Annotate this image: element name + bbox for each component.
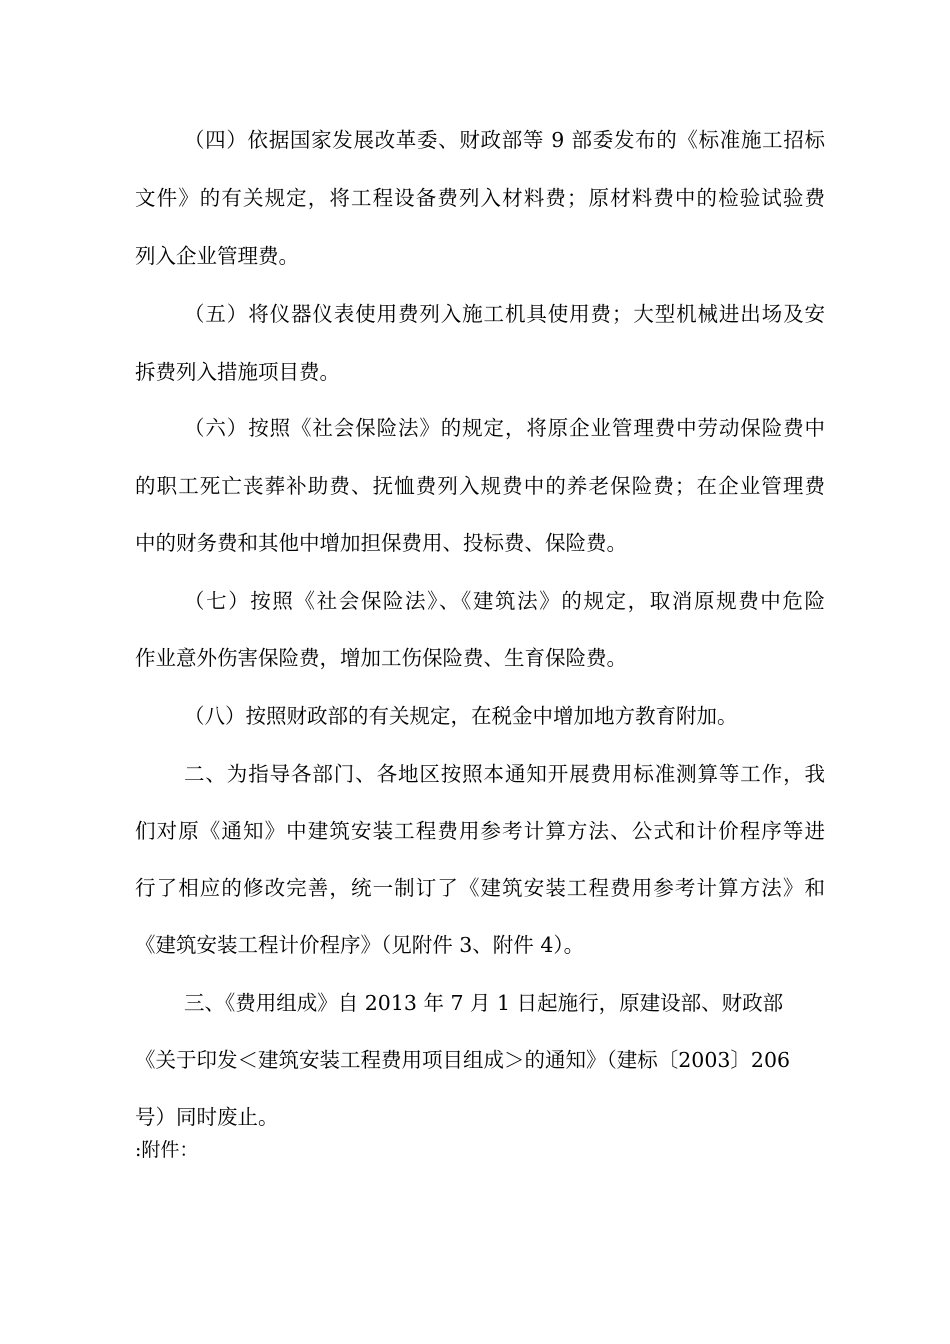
text-line: 二、为指导各部门、各地区按照本通知开展费用标准测算等工作，我	[184, 762, 825, 786]
attachment-label: :附件：	[135, 1139, 199, 1161]
text-line: 列入企业管理费。	[135, 244, 299, 268]
text-line: 《关于印发＜建筑安装工程费用项目组成＞的通知》（建标〔2003〕206	[135, 1048, 791, 1072]
text-line: 文件》的有关规定，将工程设备费列入材料费；原材料费中的检验试验费	[135, 186, 825, 210]
text-line: （四）依据国家发展改革委、财政部等 9 部委发布的《标准施工招标	[184, 128, 825, 152]
text-line: 《建筑安装工程计价程序》（见附件 3、附件 4）。	[135, 933, 585, 957]
text-line: 三、《费用组成》自 2013 年 7 月 1 日起施行，原建设部、财政部	[184, 991, 784, 1015]
text-line: （八）按照财政部的有关规定，在税金中增加地方教育附加。	[184, 704, 738, 728]
text-line: （六）按照《社会保险法》的规定，将原企业管理费中劳动保险费中	[184, 416, 825, 440]
text-line: 们对原《通知》中建筑安装工程费用参考计算方法、公式和计价程序等进	[135, 819, 825, 843]
text-line: （七）按照《社会保险法》、《建筑法》的规定，取消原规费中危险	[184, 589, 825, 613]
text-line: 拆费列入措施项目费。	[135, 360, 340, 384]
text-line: 的职工死亡丧葬补助费、抚恤费列入规费中的养老保险费；在企业管理费	[135, 474, 825, 498]
text-line: 中的财务费和其他中增加担保费用、投标费、保险费。	[135, 531, 627, 555]
text-line: 作业意外伤害保险费，增加工伤保险费、生育保险费。	[135, 646, 627, 670]
text-line: 号）同时废止。	[135, 1105, 279, 1129]
text-line: （五）将仪器仪表使用费列入施工机具使用费；大型机械进出场及安	[184, 302, 825, 326]
text-line: 行了相应的修改完善，统一制订了《建筑安装工程费用参考计算方法》和	[135, 876, 825, 900]
